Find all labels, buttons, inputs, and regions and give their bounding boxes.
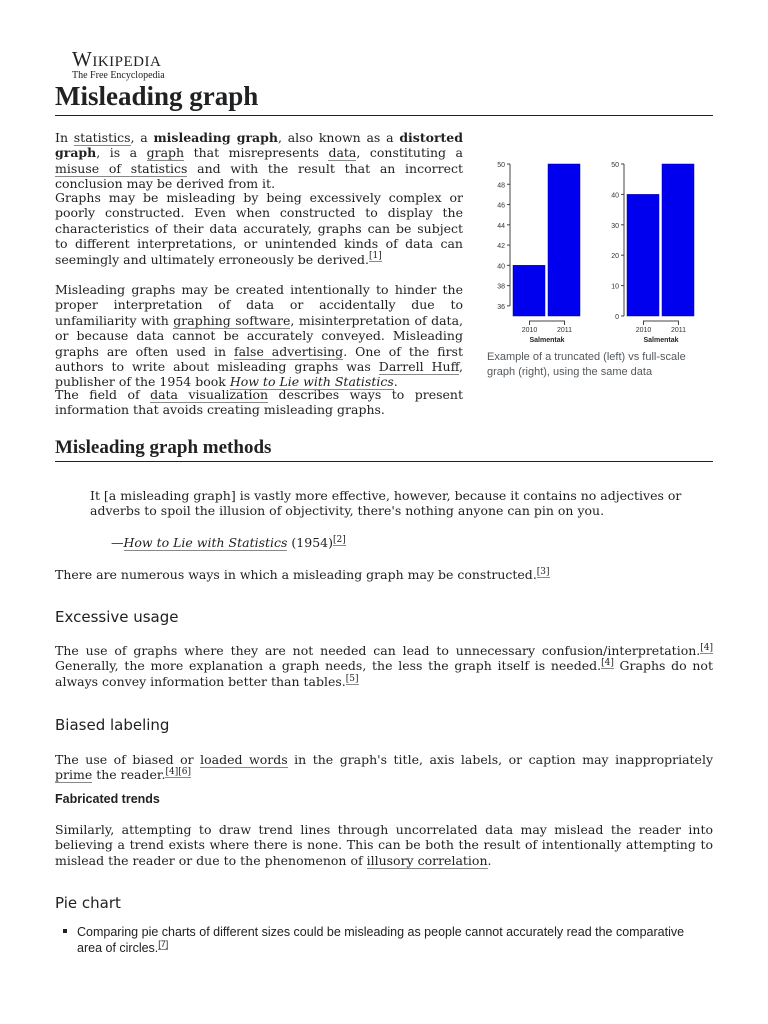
bar-2011 bbox=[662, 164, 694, 316]
intro-paragraph-4: The field of data visualization describes ways to present information that avoids creating misleading graphs. bbox=[55, 387, 464, 418]
link-how-to-lie-with-statistics-quote[interactable]: How to Lie with Statistics bbox=[123, 535, 288, 550]
intro-paragraph-2: Graphs may be misleading by being excessively complex or poorly constructed. Even when constructed to display the characteristics of their data accurately, graphs can be subject to different interpretations, or unintended kinds of data can seemingly and ultimately erroneously be derived.[1] bbox=[55, 190, 463, 267]
y-tick-label: 40 bbox=[497, 263, 505, 271]
y-tick-label: 40 bbox=[611, 192, 619, 200]
reference-7[interactable]: [7] bbox=[158, 938, 169, 949]
link-false-advertising[interactable]: false advertising bbox=[233, 343, 344, 359]
x-tick-label: 2011 bbox=[556, 327, 573, 334]
y-tick-label: 42 bbox=[497, 243, 505, 251]
figure-truncated-vs-full-chart[interactable] bbox=[480, 150, 710, 345]
section-heading-biased-labeling: Biased labeling bbox=[55, 716, 170, 734]
y-tick-label: 46 bbox=[497, 202, 505, 210]
excessive-usage-paragraph: The use of graphs where they are not needed can lead to unnecessary confusion/interpretation.[4] Generally, the more explanation a graph needs, the less the graph itself is needed.[4] Graphs do not always convey information better than tables.[5] bbox=[55, 642, 713, 689]
y-tick-label: 44 bbox=[497, 222, 505, 230]
logo-wordmark: Wikipedia bbox=[72, 47, 162, 71]
link-illusory-correlation[interactable]: illusory correlation bbox=[366, 852, 488, 868]
section-heading-fabricated-trends: Fabricated trends bbox=[55, 792, 160, 806]
reference-4b[interactable]: [4] bbox=[601, 658, 614, 669]
y-tick-label: 20 bbox=[611, 253, 619, 261]
link-prime[interactable]: prime bbox=[55, 767, 93, 783]
x-axis-label: Salmentak bbox=[643, 337, 679, 344]
y-tick-label: 36 bbox=[497, 303, 505, 311]
link-graphing-software[interactable]: graphing software bbox=[173, 312, 291, 328]
section-heading-pie-chart: Pie chart bbox=[55, 894, 121, 912]
blockquote: It [a misleading graph] is vastly more effective, however, because it contains no adjectives or adverbs to spoil the illusion of objectivity, there's nothing anyone can pin on you. bbox=[90, 488, 682, 519]
reference-4-6[interactable]: [4][6] bbox=[165, 767, 191, 778]
link-data-visualization[interactable]: data visualization bbox=[150, 387, 269, 402]
y-tick-label: 50 bbox=[611, 162, 619, 169]
quote-attribution: —How to Lie with Statistics (1954)[2] bbox=[111, 534, 346, 550]
logo-subtitle: The Free Encyclopedia bbox=[72, 70, 165, 81]
x-tick-label: 2010 bbox=[635, 327, 652, 334]
x-axis-label: Salmentak bbox=[529, 337, 565, 344]
reference-2[interactable]: [2] bbox=[333, 534, 346, 545]
intro-paragraph-1: In statistics, a misleading graph, also known as a distorted graph, is a graph that misrepresents data, constituting a misuse of statistics and with the result that an incorrect conclusion may be derived from it. bbox=[55, 130, 464, 192]
list-item: Comparing pie charts of different sizes could be misleading as people cannot accurately read the comparative area of circles.[7] bbox=[77, 925, 685, 955]
wikipedia-logo[interactable] bbox=[72, 48, 165, 82]
link-loaded-words[interactable]: loaded words bbox=[200, 752, 288, 767]
y-tick-label: 30 bbox=[611, 222, 619, 230]
section-heading-methods: Misleading graph methods bbox=[55, 437, 272, 458]
biased-labeling-paragraph: The use of biased or loaded words in the graph's title, axis labels, or caption may inappropriately prime the reader.[4][6] bbox=[55, 752, 714, 783]
section-heading-excessive-usage: Excessive usage bbox=[55, 608, 179, 626]
link-misuse-of-statistics[interactable]: misuse of statistics bbox=[55, 160, 188, 176]
list-bullet bbox=[63, 929, 67, 933]
bar-chart-2 bbox=[611, 162, 694, 344]
bar-2011 bbox=[548, 164, 580, 316]
y-tick-label: 10 bbox=[611, 283, 619, 291]
page-title: Misleading graph bbox=[55, 81, 259, 111]
bar-chart-1 bbox=[497, 162, 580, 344]
link-darrell-huff[interactable]: Darrell Huff bbox=[378, 359, 459, 375]
y-tick-label: 0 bbox=[615, 314, 619, 321]
y-tick-label: 50 bbox=[497, 162, 505, 169]
link-statistics[interactable]: statistics bbox=[73, 130, 131, 145]
methods-paragraph: There are numerous ways in which a misleading graph may be constructed.[3] bbox=[55, 566, 550, 582]
link-data[interactable]: data bbox=[328, 145, 357, 161]
section-divider bbox=[55, 461, 713, 462]
title-divider bbox=[55, 115, 713, 116]
reference-5[interactable]: [5] bbox=[345, 673, 359, 684]
x-tick-label: 2010 bbox=[521, 327, 538, 334]
bar-2010 bbox=[513, 265, 545, 316]
reference-3[interactable]: [3] bbox=[536, 566, 550, 577]
x-axis bbox=[644, 321, 679, 325]
reference-1[interactable]: [1] bbox=[368, 251, 382, 262]
link-how-to-lie-with-statistics[interactable]: How to Lie with Statistics bbox=[229, 374, 394, 390]
bar-2010 bbox=[627, 194, 659, 316]
figure-caption: Example of a truncated (left) vs full-scale graph (right), using the same data bbox=[487, 351, 686, 378]
x-axis bbox=[530, 321, 565, 325]
intro-paragraph-3: Misleading graphs may be created intentionally to hinder the proper interpretation of data or accidentally due to unfamiliarity with graphing software, misinterpretation of data, or because data cannot be accurately conveyed. Misleading graphs are often used in false advertising. One of the first authors to write about misleading graphs was Darrell Huff, publisher of the 1954 book How to Lie with Statistics. bbox=[55, 282, 463, 390]
y-tick-label: 48 bbox=[497, 182, 505, 190]
fabricated-trends-paragraph: Similarly, attempting to draw trend lines through uncorrelated data may mislead the reader into believing a trend exists where there is none. This can be both the result of intentionally attempting to mislead the reader or due to the phenomenon of illusory correlation. bbox=[55, 822, 713, 868]
x-tick-label: 2011 bbox=[670, 327, 687, 334]
reference-4a[interactable]: [4] bbox=[700, 642, 713, 653]
y-tick-label: 38 bbox=[497, 283, 505, 291]
link-graph[interactable]: graph bbox=[146, 145, 185, 161]
